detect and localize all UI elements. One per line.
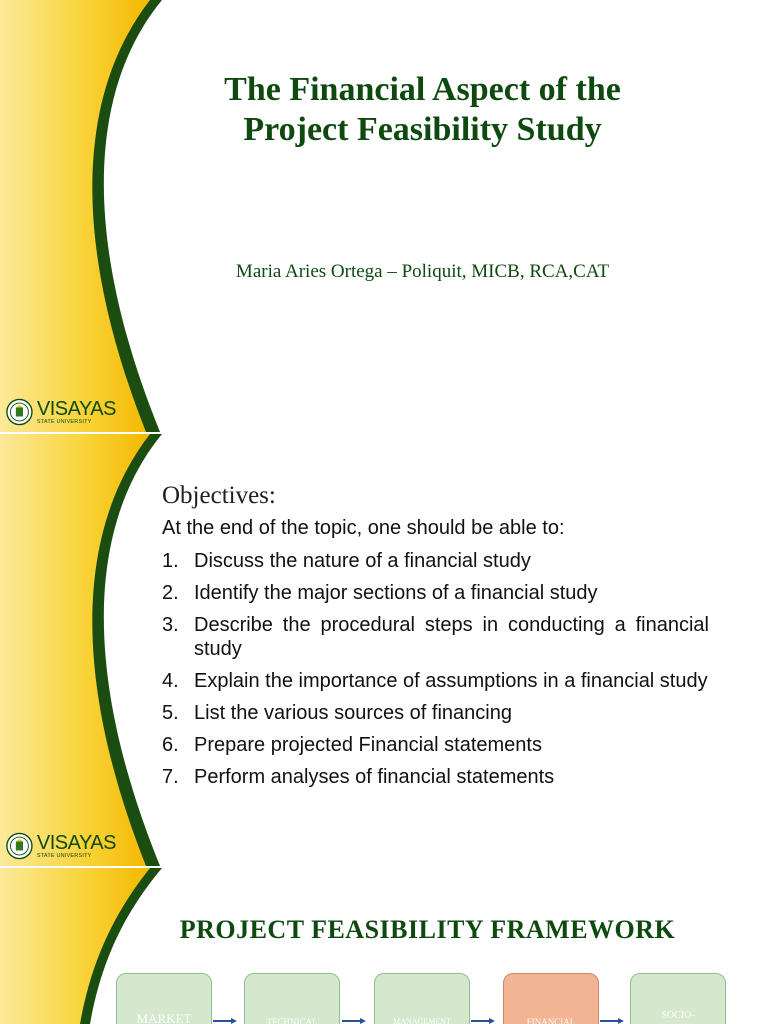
objectives-heading: Objectives:: [162, 482, 276, 509]
logo-main-text: VISAYAS: [36, 831, 116, 854]
title-line-2: Project Feasibility Study: [243, 111, 602, 148]
logo-sub-text: STATE UNIVERSITY: [36, 418, 92, 425]
framework-box-management: [374, 973, 470, 1024]
box-label: MARKET: [136, 1011, 192, 1024]
list-item: [162, 701, 709, 725]
title-slide: [0, 0, 768, 432]
box-label: TECHNICAL: [266, 1017, 318, 1024]
item-number: 6.: [162, 734, 179, 756]
list-item: [162, 669, 709, 693]
box-label: SOCIO-: [661, 1010, 695, 1021]
framework-box-technical: [244, 973, 340, 1024]
arrow-right-icon: [342, 1018, 366, 1024]
box-label: FINANCIAL: [526, 1017, 576, 1024]
box-label: MANAGEMENT: [393, 1017, 451, 1024]
list-item: [162, 613, 709, 661]
objectives-intro: At the end of the topic, one should be able to:: [162, 517, 565, 539]
item-text: Explain the importance of assumptions in a financial study: [194, 670, 708, 692]
arrow-right-icon: [213, 1018, 237, 1024]
framework-box-financial: [503, 973, 599, 1024]
item-number: 2.: [162, 582, 179, 604]
item-text: Perform analyses of financial statements: [194, 766, 555, 788]
list-item: [162, 581, 709, 605]
decorative-side-band: [0, 0, 768, 432]
item-text: Prepare projected Financial statements: [194, 734, 542, 756]
list-item: [162, 765, 709, 789]
logo-sub-text: STATE UNIVERSITY: [36, 852, 92, 859]
list-item: [162, 549, 709, 573]
arrow-right-icon: [471, 1018, 495, 1024]
objectives-slide: [0, 434, 768, 866]
item-number: 7.: [162, 766, 179, 788]
seal-icon: [6, 831, 33, 861]
framework-slide: [0, 868, 768, 1024]
item-number: 5.: [162, 702, 179, 724]
item-text: List the various sources of financing: [194, 702, 512, 724]
item-text: Discuss the nature of a financial study: [194, 550, 531, 572]
list-item: [162, 733, 709, 757]
logo-main-text: VISAYAS: [36, 397, 116, 420]
author-line: Maria Aries Ortega – Poliquit, MICB, RCA,CAT: [235, 261, 610, 282]
item-number: 3.: [162, 614, 179, 636]
page-title: [175, 70, 670, 150]
arrow-right-icon: [600, 1018, 624, 1024]
framework-box-market: [116, 973, 212, 1024]
framework-title: PROJECT FEASIBILITY FRAMEWORK: [179, 915, 676, 944]
seal-icon: [6, 397, 33, 427]
university-logo: [6, 395, 116, 429]
university-logo: [6, 829, 116, 863]
item-number: 1.: [162, 550, 179, 572]
item-text: Describe the procedural steps in conducting a financial study: [194, 614, 709, 660]
framework-box-socio: [630, 973, 726, 1024]
title-line-1: The Financial Aspect of the: [224, 71, 621, 108]
objectives-list: [162, 549, 709, 797]
item-text: Identify the major sections of a financial study: [194, 582, 598, 604]
item-number: 4.: [162, 670, 179, 692]
